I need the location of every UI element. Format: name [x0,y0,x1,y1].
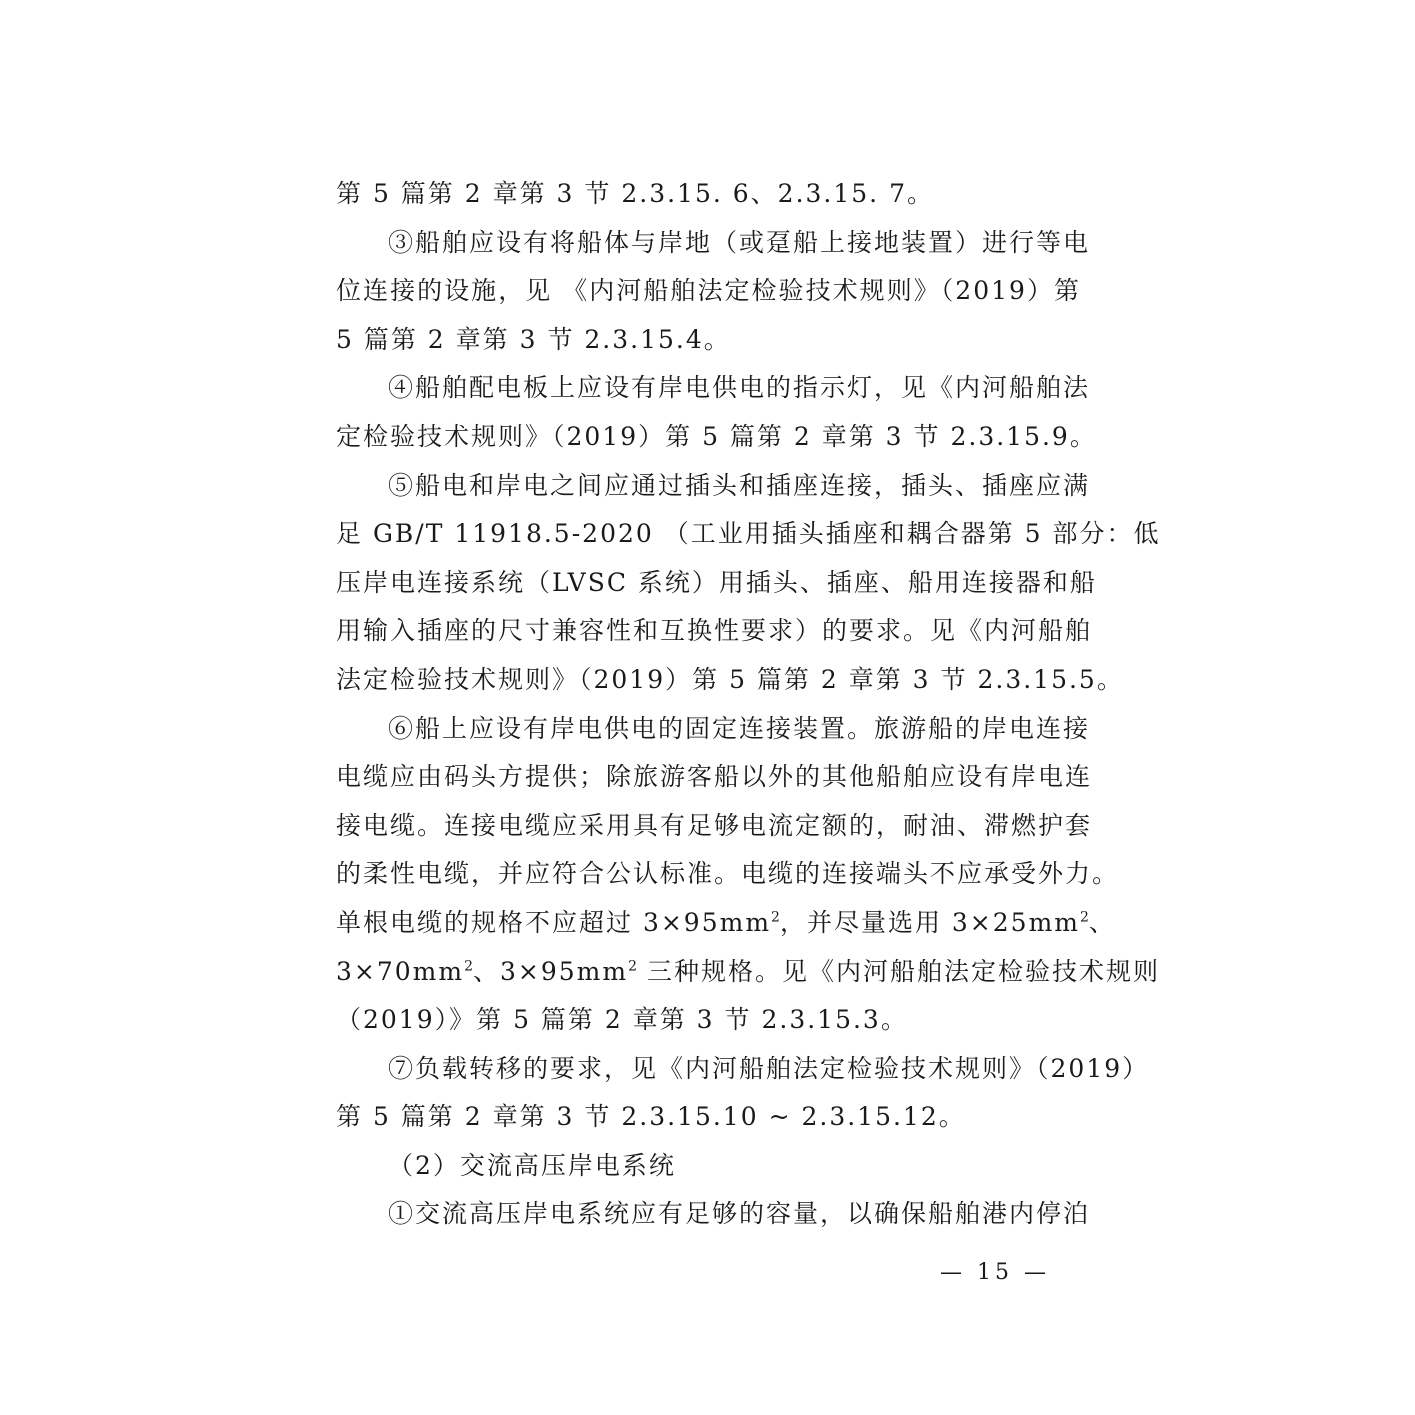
superscript: 2 [1079,909,1089,926]
text-fragment: 单根电缆的规格不应超过 3×95mm [336,907,772,937]
text-line: ⑦负载转移的要求，见《内河船舶法定检验技术规则》（2019） [388,1053,1150,1083]
text-line: （2019）》第 5 篇第 2 章第 3 节 2.3.15.3。 [336,1005,908,1035]
superscript: 2 [771,909,780,926]
text-line: ⑥船上应设有岸电供电的固定连接装置。旅游船的岸电连接 [388,713,1091,743]
text-line: 定检验技术规则》（2019）第 5 篇第 2 章第 3 节 2.3.15.9。 [336,421,1097,451]
superscript: 2 [628,958,637,975]
text-line: 接电缆。连接电缆应采用具有足够电流定额的，耐油、滞燃护套 [336,810,1093,840]
text-fragment: 3×70mm [336,956,465,986]
text-line: （2）交流高压岸电系统 [388,1150,676,1180]
text-line: 用输入插座的尺寸兼容性和互换性要求）的要求。见《内河船舶 [336,616,1093,646]
text-line: 第 5 篇第 2 章第 3 节 2.3.15. 6、2.3.15. 7。 [336,179,934,208]
text-line: 的柔性电缆，并应符合公认标准。电缆的连接端头不应承受外力。 [336,859,1120,889]
text-line: ④船舶配电板上应设有岸电供电的指示灯，见《内河船舶法 [388,373,1091,403]
text-fragment: 三种规格。见《内河船舶法定检验技术规则 [637,956,1160,986]
text-line: ③船舶应设有将船体与岸地（或趸船上接地装置）进行等电 [388,227,1091,257]
text-fragment: ，并尽量选用 3×25mm [779,907,1080,937]
text-line-cable-spec [336,899,1116,948]
text-line-cable-types [336,948,1160,997]
text-line: ⑤船电和岸电之间应通过插头和插座连接，插头、插座应满 [388,470,1091,500]
superscript: 2 [464,958,473,975]
body-text [336,170,1161,1239]
page-number: — 15 — [940,1260,1050,1285]
text-line: 电缆应由码头方提供；除旅游客船以外的其他船舶应设有岸电连 [336,762,1093,792]
text-line: ①交流高压岸电系统应有足够的容量，以确保船舶港内停泊 [388,1199,1091,1229]
text-fragment: 、3×95mm [473,956,629,986]
text-line: 第 5 篇第 2 章第 3 节 2.3.15.10 ~ 2.3.15.12。 [336,1102,966,1132]
text-line: 压岸电连接系统（LVSC 系统）用插头、插座、船用连接器和船 [336,567,1097,597]
text-line: 位连接的设施，见 《内河船舶法定检验技术规则》（2019）第 [336,276,1081,306]
text-fragment: 、 [1088,907,1116,937]
text-line: 足 GB/T 11918.5-2020 （工业用插头插座和耦合器第 5 部分：低 [336,519,1161,549]
text-line: 法定检验技术规则》（2019）第 5 篇第 2 章第 3 节 2.3.15.5。 [336,664,1124,694]
text-line: 5 篇第 2 章第 3 节 2.3.15.4。 [336,324,731,354]
